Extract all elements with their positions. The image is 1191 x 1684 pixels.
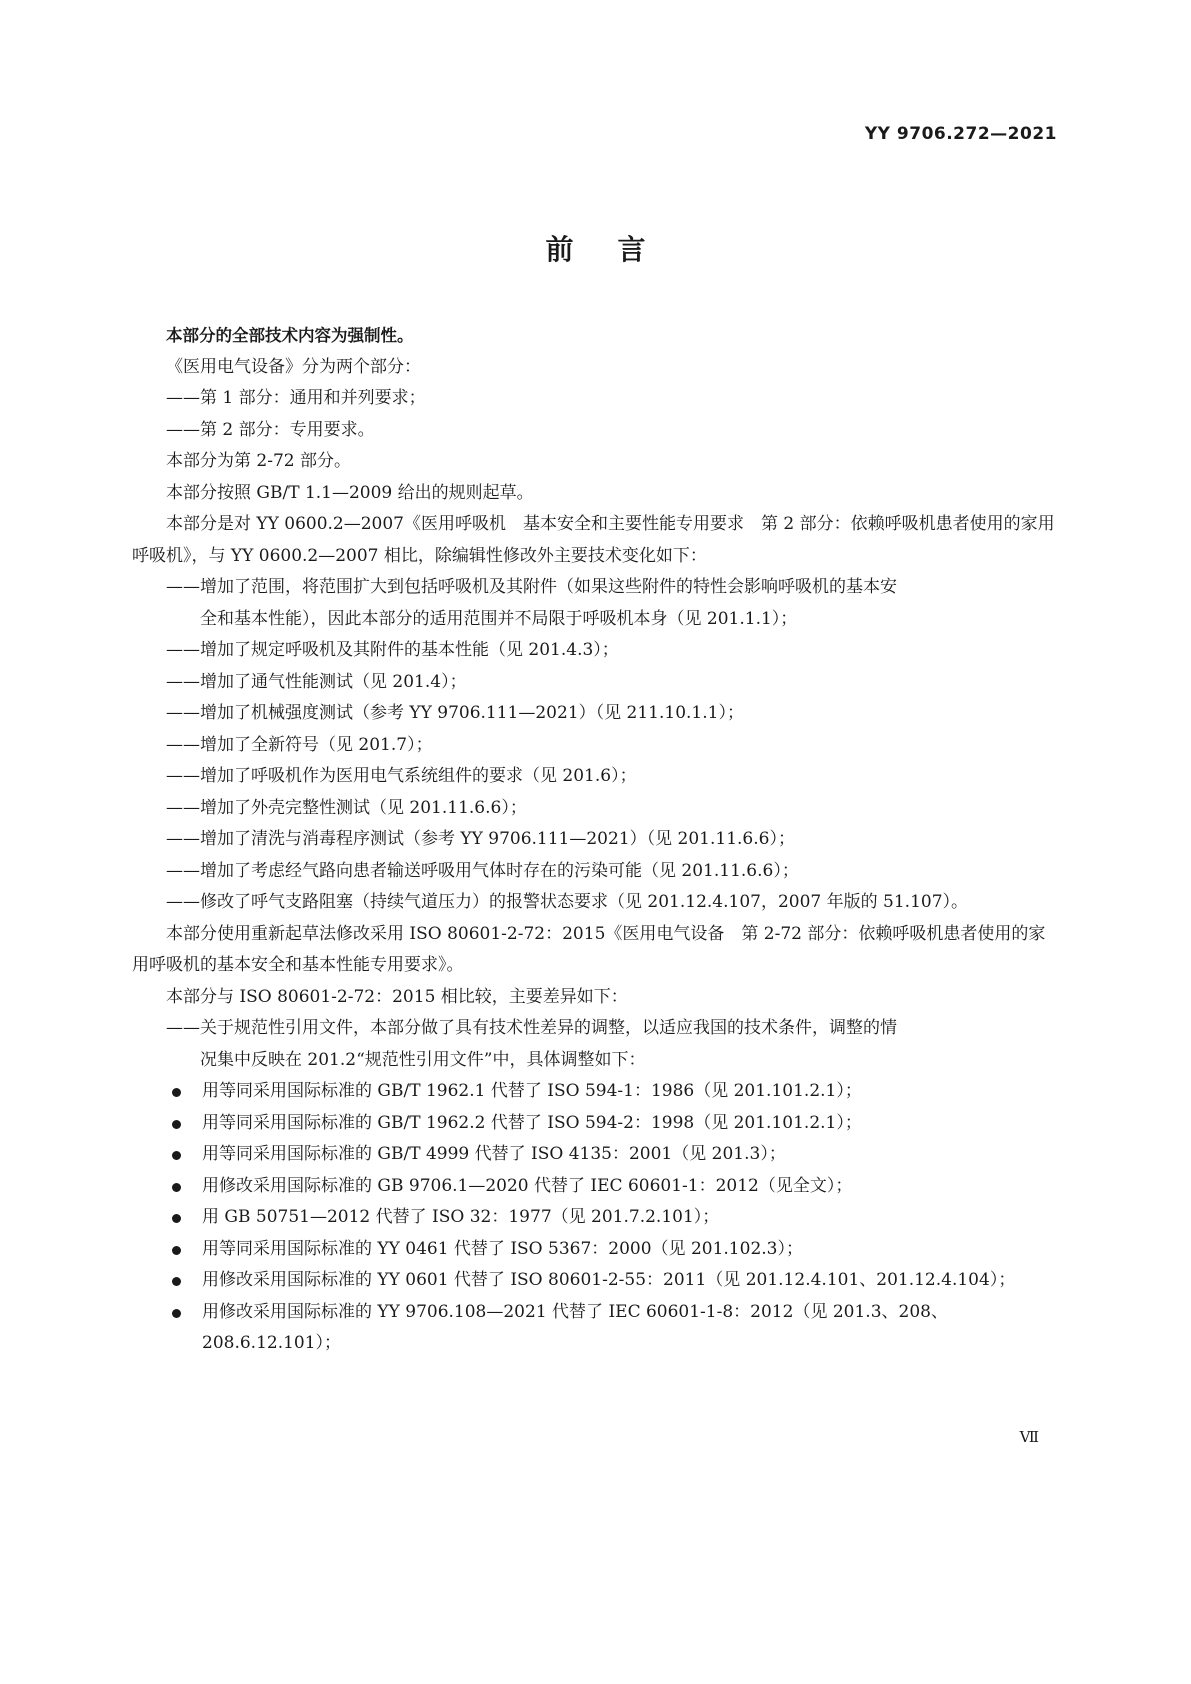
change-item — [132, 887, 1062, 919]
change-item-text: ——增加了呼吸机作为医用电气系统组件的要求（见 201.6）； — [166, 766, 637, 786]
change-item-text: ——增加了通气性能测试（见 201.4）； — [166, 671, 467, 692]
paragraph: 本部分使用重新起草法修改采用 ISO 80601-2-72：2015《医用电气设备 第 2-72 部分：依赖呼吸机患者使用的家用呼吸机的基本安全和基本性能专用要求》。 — [132, 923, 1046, 975]
change-item-text: ——增加了清洗与消毒程序测试（参考 YY 9706.111—2021）（见 201.11.6.6）； — [166, 829, 795, 849]
list-item — [132, 1265, 1062, 1297]
bullet-icon — [172, 1120, 181, 1129]
change-item — [132, 635, 1062, 667]
difference-item-text: ——关于规范性引用文件，本部分做了具有技术性差异的调整，以适应我国的技术条件，调整的情 — [166, 1018, 897, 1038]
list-item — [132, 1234, 1062, 1266]
list-item-text: 用等同采用国际标准的 YY 0461 代替了 ISO 5367：2000（见 201.102.3）； — [202, 1238, 803, 1259]
list-item — [132, 1171, 1062, 1203]
adjustment-list — [132, 1076, 1062, 1360]
change-item — [132, 856, 1062, 888]
change-item-text: ——修改了呼气支路阻塞（持续气道压力）的报警状态要求（见 201.12.4.107，2007 年版的 51.107）。 — [166, 892, 969, 912]
bullet-icon — [172, 1309, 181, 1318]
paragraph: 《医用电气设备》分为两个部分： — [166, 356, 421, 377]
change-item-text: ——增加了全新符号（见 201.7）； — [166, 734, 433, 755]
standard-code: YY 9706.272—2021 — [864, 124, 1057, 144]
list-item — [132, 1076, 1062, 1108]
difference-item — [132, 1013, 1062, 1076]
change-item-text: ——增加了外壳完整性测试（见 201.11.6.6）； — [166, 797, 527, 818]
page-number: Ⅶ — [1019, 1428, 1039, 1446]
list-item-text: 用 GB 50751—2012 代替了 ISO 32：1977（见 201.7.2.101）； — [202, 1207, 720, 1227]
paragraph: 本部分为第 2-72 部分。 — [166, 451, 351, 471]
change-item — [132, 761, 1062, 793]
change-item — [132, 793, 1062, 825]
bullet-icon — [172, 1183, 181, 1192]
bullet-icon — [172, 1214, 181, 1223]
change-item — [132, 824, 1062, 856]
change-item-text: ——增加了规定呼吸机及其附件的基本性能（见 201.4.3）； — [166, 640, 619, 660]
paragraph: 本部分与 ISO 80601-2-72：2015 相比较，主要差异如下： — [166, 986, 628, 1007]
change-item-text: ——增加了考虑经气路向患者输送呼吸用气体时存在的污染可能（见 201.11.6.6）； — [166, 860, 799, 881]
list-item-text: 用等同采用国际标准的 GB/T 4999 代替了 ISO 4135：2001（见 201.3）； — [202, 1144, 786, 1164]
change-item-text: ——增加了机械强度测试（参考 YY 9706.111—2021）（见 211.10.1.1）； — [166, 703, 744, 723]
list-item-text: 用修改采用国际标准的 YY 9706.108—2021 代替了 IEC 60601-1-8：2012（见 201.3、208、208.6.12.101）； — [202, 1301, 948, 1353]
list-item-text: 用等同采用国际标准的 GB/T 1962.1 代替了 ISO 594-1：1986（见 201.101.2.1）； — [202, 1081, 862, 1101]
change-item — [132, 667, 1062, 699]
list-item — [132, 1108, 1062, 1140]
bullet-icon — [172, 1277, 181, 1286]
mandatory-statement: 本部分的全部技术内容为强制性。 — [166, 326, 414, 345]
list-item — [132, 1139, 1062, 1171]
change-item — [132, 698, 1062, 730]
list-item-text: 用修改采用国际标准的 YY 0601 代替了 ISO 80601-2-55：2011（见 201.12.4.101、201.12.4.104）； — [202, 1270, 1016, 1290]
change-item — [132, 730, 1062, 762]
paragraph: 本部分按照 GB/T 1.1—2009 给出的规则起草。 — [166, 482, 534, 503]
bullet-icon — [172, 1246, 181, 1255]
list-item-text: 用修改采用国际标准的 GB 9706.1—2020 代替了 IEC 60601-1：2012（见全文）； — [202, 1175, 853, 1196]
part-list-item: ——第 1 部分：通用和并列要求； — [166, 388, 426, 408]
document-body — [132, 320, 1062, 1360]
part-list-item: ——第 2 部分：专用要求。 — [166, 419, 375, 440]
list-item-text: 用等同采用国际标准的 GB/T 1962.2 代替了 ISO 594-2：1998（见 201.101.2.1）； — [202, 1112, 862, 1133]
change-item-continuation: 全和基本性能），因此本部分的适用范围并不局限于呼吸机本身（见 201.1.1）； — [200, 608, 798, 629]
bullet-icon — [172, 1088, 181, 1097]
bullet-icon — [172, 1151, 181, 1160]
change-item — [132, 572, 1062, 635]
list-item — [132, 1202, 1062, 1234]
page-title: 前言 — [545, 233, 690, 266]
difference-item-continuation: 况集中反映在 201.2“规范性引用文件”中，具体调整如下： — [200, 1049, 646, 1070]
change-item-text: ——增加了范围，将范围扩大到包括呼吸机及其附件（如果这些附件的特性会影响呼吸机的基本安 — [166, 577, 897, 597]
list-item — [132, 1297, 1062, 1360]
paragraph: 本部分是对 YY 0600.2—2007《医用呼吸机 基本安全和主要性能专用要求 第 2 部分：依赖呼吸机患者使用的家用呼吸机》，与 YY 0600.2—2007 相比，除编辑性修改外主要技术变化如下： — [132, 514, 1055, 566]
